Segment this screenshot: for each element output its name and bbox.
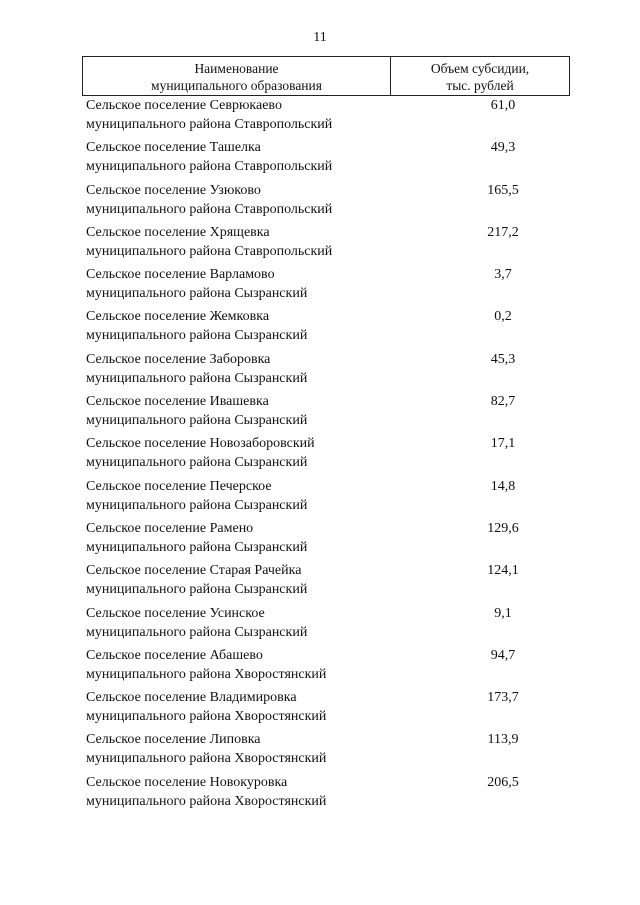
table-row xyxy=(82,730,570,772)
municipality-district: муниципального района Сызранский xyxy=(86,497,308,513)
municipality-settlement: Сельское поселение Липовка xyxy=(86,732,261,748)
header-name-line2: муниципального образования xyxy=(151,78,322,93)
subsidy-amount: 206,5 xyxy=(487,774,519,790)
municipality-name xyxy=(82,265,390,307)
municipality-name xyxy=(82,730,390,772)
municipality-district: муниципального района Сызранский xyxy=(86,286,308,302)
municipality-district: муниципального района Хворостянский xyxy=(86,751,327,767)
municipality-name xyxy=(82,646,390,688)
subsidy-amount: 124,1 xyxy=(487,563,519,579)
subsidy-amount: 49,3 xyxy=(490,140,516,156)
municipality-settlement: Сельское поселение Печерское xyxy=(86,478,272,494)
municipality-name xyxy=(82,392,390,434)
subsidy-amount: 45,3 xyxy=(490,351,516,367)
header-amount-line1: Объем субсидии, xyxy=(430,61,530,76)
municipality-name xyxy=(82,181,390,223)
table-body xyxy=(82,96,570,815)
municipality-settlement: Сельское поселение Жемковка xyxy=(86,309,270,325)
table-row xyxy=(82,519,570,561)
table-row xyxy=(82,181,570,223)
municipality-district: муниципального района Ставропольский xyxy=(86,117,333,132)
municipality-district: муниципального района Сызранский xyxy=(86,328,308,344)
municipality-name xyxy=(82,519,390,561)
subsidy-amount: 61,0 xyxy=(490,98,516,113)
table-row xyxy=(82,307,570,349)
subsidy-amount: 17,1 xyxy=(490,436,516,452)
header-amount-column xyxy=(391,57,569,95)
table-row xyxy=(82,477,570,519)
municipality-name xyxy=(82,477,390,519)
municipality-name xyxy=(82,688,390,730)
header-name-line1: Наименование xyxy=(194,61,279,76)
municipality-settlement: Сельское поселение Новозаборовский xyxy=(86,436,315,452)
municipality-district: муниципального района Сызранский xyxy=(86,370,308,386)
municipality-district: муниципального района Ставропольский xyxy=(86,201,333,217)
table-row xyxy=(82,561,570,603)
municipality-settlement: Сельское поселение Новокуровка xyxy=(86,774,288,790)
municipality-settlement: Сельское поселение Севрюкаево xyxy=(86,98,282,113)
table-row xyxy=(82,773,570,815)
municipality-district: муниципального района Сызранский xyxy=(86,539,308,555)
municipality-name xyxy=(82,307,390,349)
table-row xyxy=(82,138,570,180)
subsidy-amount: 9,1 xyxy=(494,605,512,621)
municipality-settlement: Сельское поселение Рамено xyxy=(86,520,254,536)
municipality-district: муниципального района Сызранский xyxy=(86,582,308,598)
subsidy-amount: 217,2 xyxy=(487,224,519,240)
table-row xyxy=(82,392,570,434)
subsidy-amount: 82,7 xyxy=(490,394,516,410)
subsidy-amount: 3,7 xyxy=(494,267,512,283)
municipality-district: муниципального района Хворостянский xyxy=(86,709,327,725)
municipality-name xyxy=(82,223,390,265)
municipality-settlement: Сельское поселение Ташелка xyxy=(86,140,261,156)
table-row xyxy=(82,96,570,138)
subsidy-amount: 129,6 xyxy=(487,520,519,536)
subsidy-amount: 173,7 xyxy=(487,690,519,706)
municipality-name xyxy=(82,96,390,138)
municipality-district: муниципального района Сызранский xyxy=(86,455,308,471)
municipality-name xyxy=(82,434,390,476)
municipality-district: муниципального района Ставропольский xyxy=(86,159,333,175)
subsidy-amount: 113,9 xyxy=(487,732,519,748)
table-row xyxy=(82,265,570,307)
municipality-settlement: Сельское поселение Узюково xyxy=(86,182,261,198)
municipality-settlement: Сельское поселение Старая Рачейка xyxy=(86,563,302,579)
table-row xyxy=(82,688,570,730)
table-row xyxy=(82,350,570,392)
municipality-district: муниципального района Хворостянский xyxy=(86,793,327,809)
municipality-settlement: Сельское поселение Ивашевка xyxy=(86,394,269,410)
municipality-settlement: Сельское поселение Усинское xyxy=(86,605,265,621)
page-number: 11 xyxy=(313,30,327,45)
municipality-settlement: Сельское поселение Хрящевка xyxy=(86,224,270,240)
table-row xyxy=(82,646,570,688)
municipality-name xyxy=(82,604,390,646)
subsidy-amount: 94,7 xyxy=(490,647,516,663)
municipality-district: муниципального района Сызранский xyxy=(86,624,308,640)
municipality-settlement: Сельское поселение Владимировка xyxy=(86,690,297,706)
table-header xyxy=(82,56,570,96)
municipality-district: муниципального района Сызранский xyxy=(86,413,308,429)
municipality-name xyxy=(82,138,390,180)
municipality-name xyxy=(82,773,390,815)
municipality-name xyxy=(82,561,390,603)
table-row xyxy=(82,434,570,476)
subsidy-amount: 0,2 xyxy=(494,309,512,325)
municipality-settlement: Сельское поселение Абашево xyxy=(86,647,263,663)
table-row xyxy=(82,604,570,646)
subsidy-table xyxy=(82,56,570,815)
municipality-settlement: Сельское поселение Варламово xyxy=(86,267,275,283)
table-row xyxy=(82,223,570,265)
header-name-column xyxy=(83,57,391,95)
header-amount-line2: тыс. рублей xyxy=(446,78,514,93)
municipality-settlement: Сельское поселение Заборовка xyxy=(86,351,271,367)
municipality-name xyxy=(82,350,390,392)
municipality-district: муниципального района Хворостянский xyxy=(86,666,327,682)
municipality-district: муниципального района Ставропольский xyxy=(86,243,333,259)
subsidy-amount: 165,5 xyxy=(487,182,519,198)
subsidy-amount: 14,8 xyxy=(490,478,516,494)
